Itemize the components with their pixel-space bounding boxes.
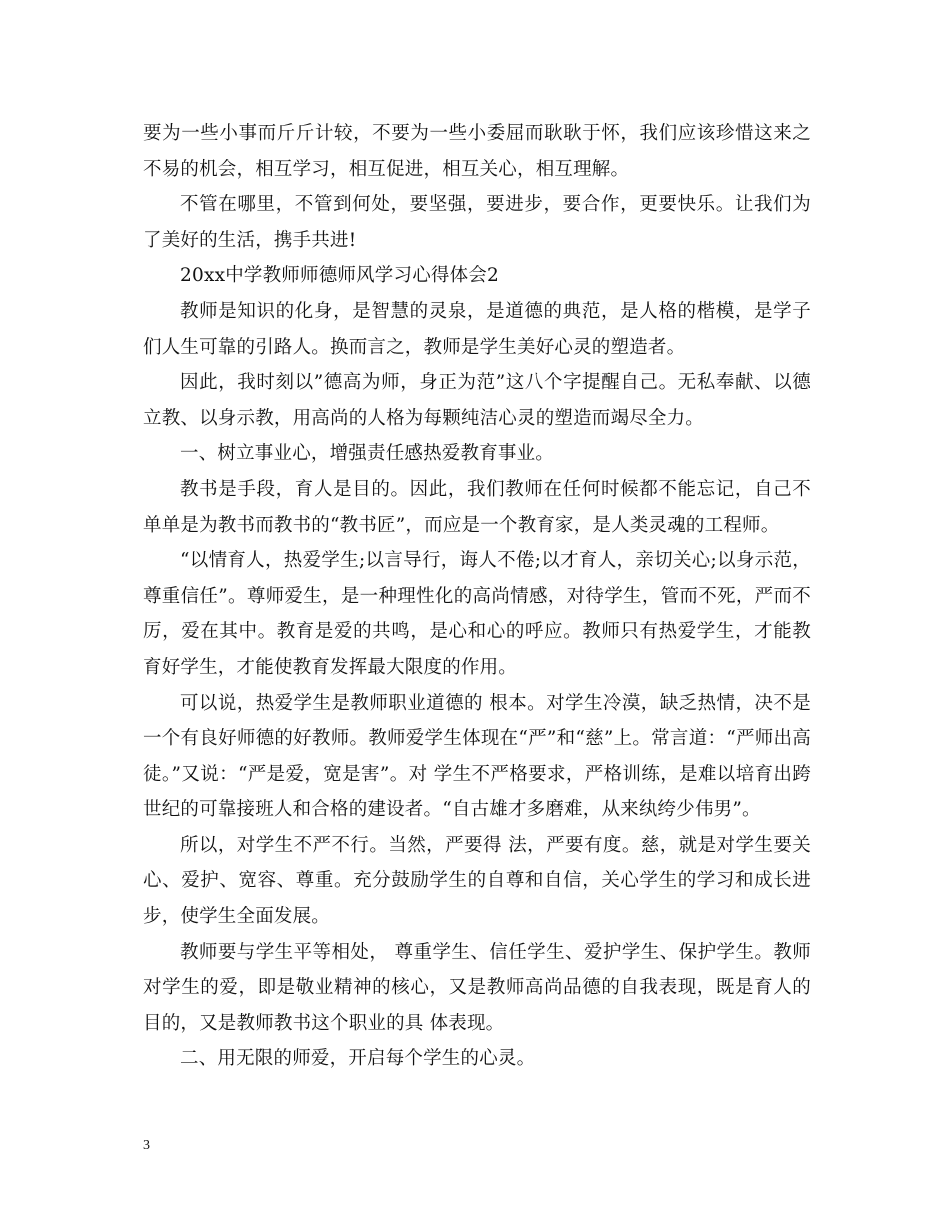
paragraph-continuation: 要为一些小事而斤斤计较，不要为一些小委屈而耿耿于怀，我们应该珍惜这来之不易的机会，相互学习，相互促进，相互关心，相互理解。 <box>143 123 811 180</box>
document-body <box>143 116 811 1077</box>
paragraph: 教师是知识的化身，是智慧的灵泉，是道德的典范，是人格的楷模，是学子们人生可靠的引路人。换而言之，教师是学生美好心灵的塑造者。 <box>143 300 811 358</box>
paragraph: 可以说，热爱学生是教师职业道德的 根本。对学生冷漠，缺乏热情，决不是一个有良好师德的好教师。教师爱学生体现在“严”和“慈”上。常言道：“严师出高徒。”又说：“严是爱，宽是害”。对 学生不严格要求，严格训练，是难以培育出跨世纪的可靠接班人和合格的建设者。“自古雄才多磨难，从来纨绔少伟男”。 <box>143 692 811 821</box>
paragraph-closing: 不管在哪里，不管到何处，要坚强，要进步，要合作，更要快乐。让我们为了美好的生活，携手共进! <box>143 194 811 251</box>
paragraph: 教书是手段，育人是目的。因此，我们教师在任何时候都不能忘记，自己不单单是为教书而教书的“教书匠”，而应是一个教育家，是人类灵魂的工程师。 <box>143 478 811 536</box>
section-heading-one: 一、树立事业心，增强责任感热爱教育事业。 <box>180 443 555 465</box>
paragraph: 所以，对学生不严不行。当然，严要得 法，严要有度。慈，就是对学生要关心、爱护、宽容、尊重。充分鼓励学生的自尊和自信，关心学生的学习和成长进步，使学生全面发展。 <box>143 834 811 928</box>
paragraph: 因此，我时刻以”德高为师，身正为范”这八个字提醒自己。无私奉献、以德立教、以身示教，用高尚的人格为每颗纯洁心灵的塑造而竭尽全力。 <box>143 372 811 429</box>
paragraph: 教师要与学生平等相处， 尊重学生、信任学生、爱护学生、保护学生。教师对学生的爱，即是敬业精神的核心，又是教师高尚品德的自我表现，既是育人的目的，又是教师教书这个职业的具 体表现。 <box>143 941 811 1034</box>
page-number: 3 <box>143 1138 150 1153</box>
section-heading-two: 二、用无限的师爱，开启每个学生的心灵。 <box>180 1048 536 1070</box>
section-title: 20xx中学教师师德师风学习心得体会2 <box>180 265 499 287</box>
paragraph: “以情育人，热爱学生;以言导行，诲人不倦;以才育人，亲切关心;以身示范，尊重信任”。尊师爱生，是一种理性化的高尚情感，对待学生，管而不死，严而不厉，爱在其中。教育是爱的共鸣，是心和心的呼应。教师只有热爱学生，才能教育好学生，才能使教育发挥最大限度的作用。 <box>143 550 811 678</box>
